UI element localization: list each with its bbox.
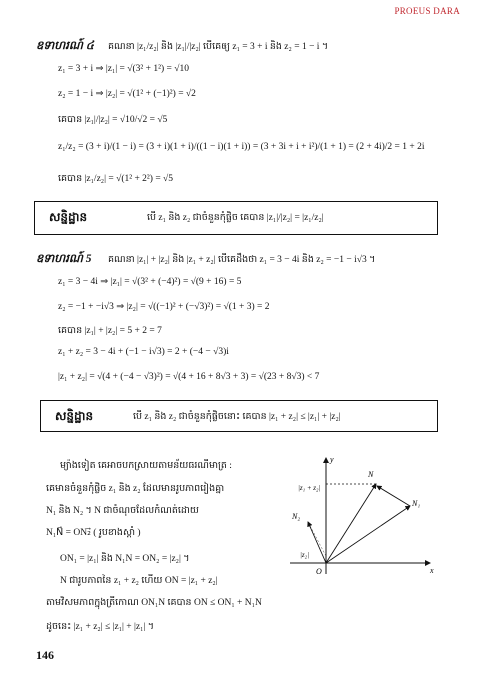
vector-ON1 bbox=[326, 506, 410, 563]
vector-diagram bbox=[280, 450, 458, 580]
point-N1-label: N₁ bbox=[412, 499, 421, 508]
explanation-line-8: ដូចនេះ |z₁ + z₂| ≤ |z₁| + |z₁| ។ bbox=[46, 622, 154, 632]
example5-statement: គណនា |z₁| + |z₂| និង |z₁ + z₂| បើគេដឹងថា z₁ = 3 − 4i និង z₂ = −1 − i√3 ។ bbox=[108, 255, 376, 265]
example4-line-4: z₁/z₂ = (3 + i)/(1 − i) = (3 + i)(1 + i)/((1 − i)(1 + i)) = (3 + 3i + i + i²)/(1 + 1) = (2 + 4i)/2 = 1 + 2i bbox=[58, 142, 425, 152]
conclusion-box-1 bbox=[34, 201, 438, 235]
example5-line-2: z₂ = −1 + −i√3 ⇒ |z₂| = √((−1)² + (−√3)²) = √(1 + 3) = 2 bbox=[58, 302, 270, 312]
explanation-line-4: N₁N⃗ = ON₂⃗ ( រូបខាងស្តាំ ) bbox=[46, 528, 141, 538]
conclusion-label-1: សន្និដ្ឋាន bbox=[49, 210, 88, 224]
vector-N1N bbox=[377, 486, 410, 506]
dashed-projection-N2 bbox=[308, 522, 326, 556]
example4-line-2: z₂ = 1 − i ⇒ |z₂| = √(1² + (−1)²) = √2 bbox=[58, 89, 196, 99]
length-z1-plus-z2-label: |z₁ + z₂| bbox=[298, 484, 321, 492]
axis-x-label: x bbox=[430, 566, 434, 575]
explanation-line-7: តាមវិសមភាពក្នុងត្រីកោណ ON₁N គេបាន ON ≤ ON₁ + N₁N bbox=[46, 598, 262, 608]
example5-line-3: គេបាន |z₁| + |z₂| = 5 + 2 = 7 bbox=[58, 326, 162, 336]
explanation-line-6: N ជារូបភាពនៃ z₁ + z₂ ហើយ ON = |z₁ + z₂| bbox=[60, 576, 218, 586]
explanation-line-5: ON₁ = |z₁| និង N₁N = ON₂ = |z₂| ។ bbox=[60, 554, 190, 564]
explanation-line-1: ម្យ៉ាងទៀត គេអាចបកស្រាយតាមន័យធរណីមាត្រ : bbox=[60, 461, 232, 471]
point-N-label: N bbox=[368, 470, 374, 479]
example4-title: ឧទាហរណ៍ ៤ bbox=[36, 40, 94, 52]
example5-title: ឧទាហរណ៍ 5 bbox=[36, 253, 92, 265]
conclusion-box-2 bbox=[40, 400, 438, 432]
origin-label: O bbox=[316, 567, 322, 576]
example4-line-3: គេបាន |z₁|/|z₂| = √10/√2 = √5 bbox=[58, 115, 168, 125]
vector-ON2 bbox=[308, 522, 326, 563]
conclusion-text-1: បើ z₁ និង z₂ ជាចំនួនកុំផ្លិច គេបាន |z₁|/|z₂| = |z₁/z₂| bbox=[147, 213, 324, 223]
point-N2-label: N₂ bbox=[292, 512, 301, 521]
length-z2-label: |z₂| bbox=[300, 551, 310, 559]
conclusion-label-2: សន្និដ្ឋាន bbox=[55, 409, 94, 423]
explanation-line-2: គេមានចំនួនកុំផ្លិច z₁ និង z₂ ដែលមានរូបភាពរៀងគ្នា bbox=[46, 484, 225, 494]
page-number: 146 bbox=[36, 648, 54, 662]
example4-line-1: z₁ = 3 + i ⇒ |z₁| = √(3² + 1²) = √10 bbox=[58, 64, 189, 74]
vector-ON bbox=[326, 484, 376, 563]
example5-line-1: z₁ = 3 − 4i ⇒ |z₁| = √(3² + (−4)²) = √(9 + 16) = 5 bbox=[58, 277, 242, 287]
example5-line-5: |z₁ + z₂| = √(4 + (−4 − √3)²) = √(4 + 16 + 8√3 + 3) = √(23 + 8√3) < 7 bbox=[58, 372, 320, 382]
example5-line-4: z₁ + z₂ = 3 − 4i + (−1 − i√3) = 2 + (−4 − √3)i bbox=[58, 347, 229, 357]
example4-line-5: គេបាន |z₁/z₂| = √(1² + 2²) = √5 bbox=[58, 174, 174, 184]
conclusion-text-2: បើ z₁ និង z₂ ជាចំនួនកុំផ្លិចនោះ គេបាន |z₁ + z₂| ≤ |z₁| + |z₂| bbox=[133, 412, 341, 422]
example4-statement: គណនា |z₁/z₂| និង |z₁|/|z₂| បើគេឲ្យ z₁ = 3 + i និង z₂ = 1 − i ។ bbox=[108, 42, 329, 52]
explanation-line-3: N₁ និង N₂ ។ N ជាចំណុចដែលកំណត់ដោយ bbox=[46, 506, 199, 516]
axis-y-label: y bbox=[330, 455, 334, 464]
header-tag: PROEUS DARA bbox=[394, 6, 460, 16]
